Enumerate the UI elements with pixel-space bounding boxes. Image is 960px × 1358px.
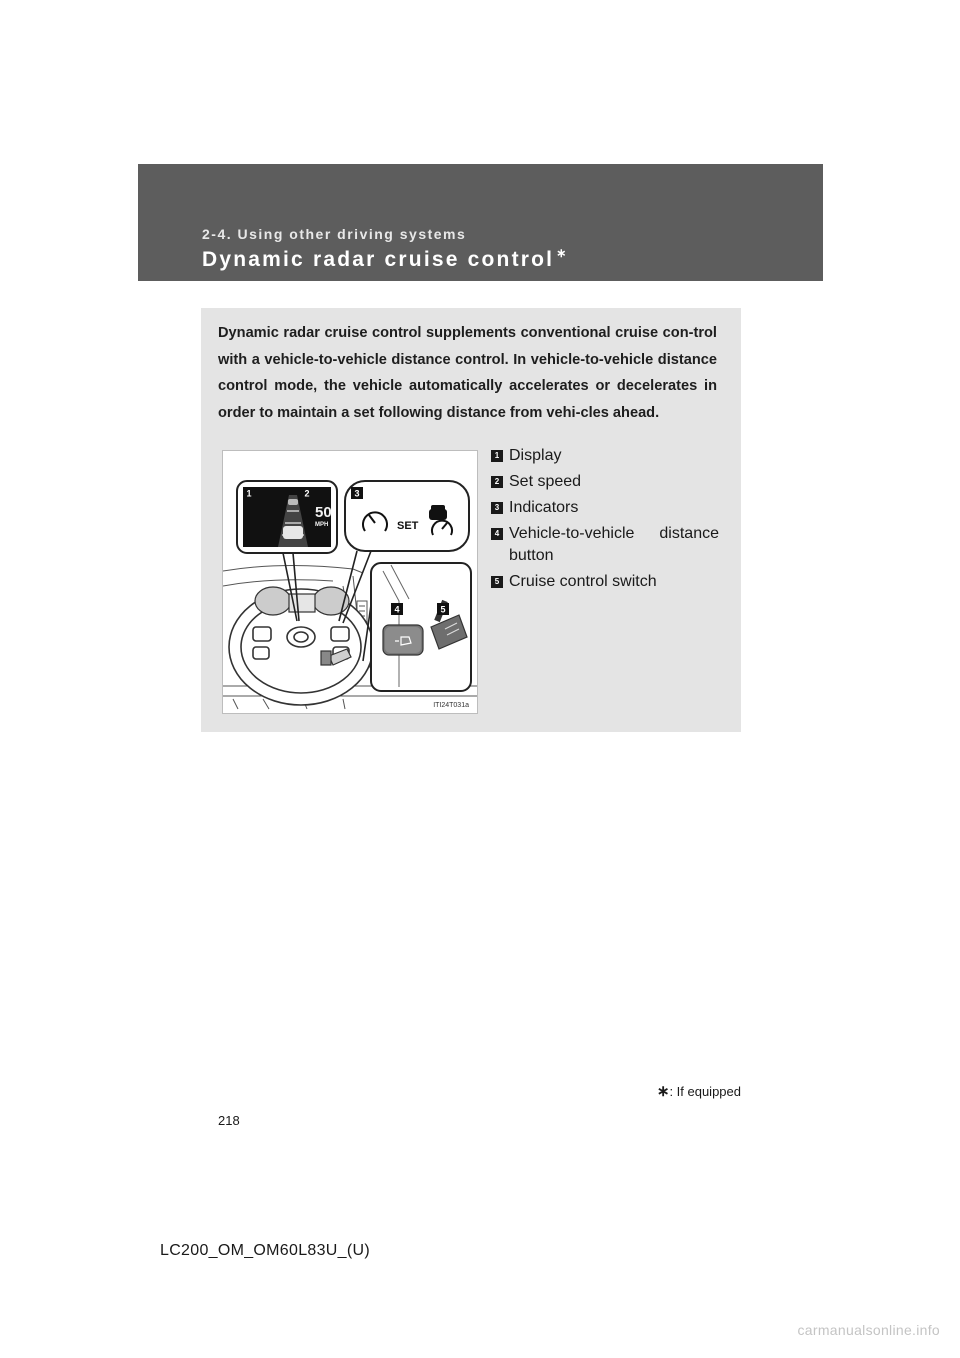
legend-number: 5 <box>491 576 503 588</box>
legend-number: 3 <box>491 502 503 514</box>
page-number: 218 <box>218 1113 240 1128</box>
legend-label: Set speed <box>509 473 582 490</box>
svg-text:5: 5 <box>440 604 446 615</box>
display-speed-unit: MPH <box>315 522 329 528</box>
section-label: 2-4. Using other driving systems <box>202 226 467 242</box>
callout-3 <box>351 487 363 499</box>
equipped-mark: ∗ <box>556 246 569 260</box>
legend-label: Indicators <box>509 499 579 516</box>
footnote-text: : If equipped <box>669 1084 741 1099</box>
svg-text:4: 4 <box>394 604 400 615</box>
footnote-mark: ∗ <box>656 1083 670 1100</box>
svg-text:2: 2 <box>304 488 310 499</box>
legend-number: 1 <box>491 450 503 462</box>
legend-label: Display <box>509 447 562 464</box>
svg-text:3: 3 <box>354 488 360 499</box>
svg-text:1: 1 <box>246 488 252 499</box>
legend-item <box>491 471 719 493</box>
legend-item <box>491 523 719 567</box>
cockpit-drawing <box>223 451 477 713</box>
page-title <box>202 248 568 272</box>
legend-number: 2 <box>491 476 503 488</box>
overview-panel <box>201 308 741 732</box>
legend-label: Vehicle-to-vehicle distance button <box>509 525 719 564</box>
image-code: ITI24T031a <box>433 702 469 709</box>
callout-legend <box>491 445 719 597</box>
callout-4 <box>391 603 403 615</box>
section-header <box>138 164 823 281</box>
display-speed-value: 50 <box>315 504 332 521</box>
callout-1 <box>243 487 255 499</box>
distance-button-icon <box>383 625 423 655</box>
page-title-text: Dynamic radar cruise control <box>202 248 555 271</box>
callout-2 <box>301 487 313 499</box>
footnote <box>657 1082 741 1100</box>
legend-item <box>491 571 719 593</box>
legend-number: 4 <box>491 528 503 540</box>
set-indicator: SET <box>397 520 419 532</box>
site-watermark: carmanualsonline.info <box>797 1322 940 1338</box>
legend-item <box>491 497 719 519</box>
intro-paragraph: Dynamic radar cruise control supplements conventional cruise con-trol with a vehicle-to-vehicle distance control. In vehicle-to-vehicle distance control mode, the vehicle automatically accelerates or decelerates in order to maintain a set following distance from vehi-cles ahead. <box>218 325 717 421</box>
switch-inset <box>363 563 471 691</box>
legend-label: Cruise control switch <box>509 573 657 590</box>
legend-item <box>491 445 719 467</box>
document-code: LC200_OM_OM60L83U_(U) <box>160 1242 370 1259</box>
cockpit-illustration <box>222 450 478 714</box>
callout-5 <box>437 603 449 615</box>
